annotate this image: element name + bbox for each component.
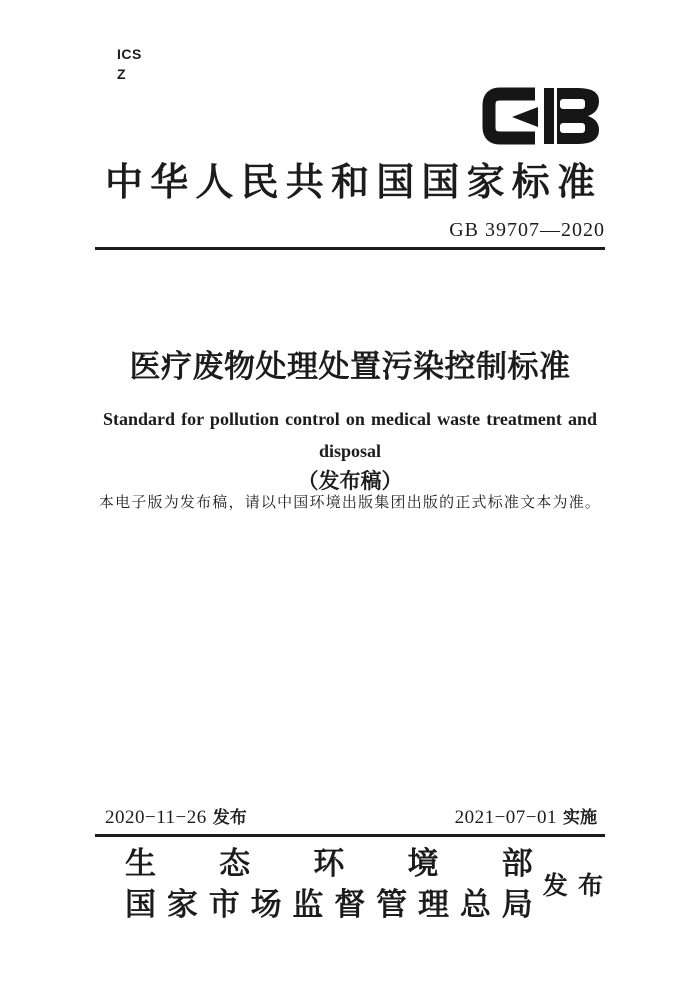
draft-label: （发布稿） <box>297 470 403 493</box>
gb-logo-icon <box>478 84 602 148</box>
title-english-line2: disposal <box>318 441 382 461</box>
issuer-block <box>125 843 605 925</box>
issue-date-label: 发布 <box>212 808 247 827</box>
header-rule <box>95 247 605 250</box>
ics-code: Z <box>117 66 127 82</box>
standard-type-heading: 中华人民共和国国家标准 <box>105 162 595 204</box>
issue-date: 2020−11−26 <box>105 807 207 828</box>
ics-label: ICS <box>117 46 142 62</box>
issue-date-group <box>105 803 247 829</box>
issuer-ministry-of-ecology: 生态环境部 <box>125 846 533 881</box>
standard-code: GB 39707—2020 <box>449 219 605 241</box>
title-english-line1: Standard for pollution control on medical waste treatment and <box>103 409 597 429</box>
electronic-version-notice: 本电子版为发布稿，请以中国环境出版集团出版的正式标准文本为准。 <box>98 495 602 511</box>
dates-row <box>105 803 597 829</box>
implementation-date-label: 实施 <box>563 808 597 827</box>
title-chinese: 医疗废物处理处置污染控制标准 <box>129 349 571 384</box>
implementation-date: 2021−07−01 <box>454 807 557 828</box>
implementation-date-group <box>455 803 597 829</box>
issuer-names <box>125 843 533 925</box>
issuer-state-administration-for-market-regulation: 国家市场监督管理总局 <box>125 887 533 922</box>
footer-rule <box>95 834 605 837</box>
ics-block <box>117 44 142 84</box>
publish-label: 发 布 <box>542 873 605 900</box>
